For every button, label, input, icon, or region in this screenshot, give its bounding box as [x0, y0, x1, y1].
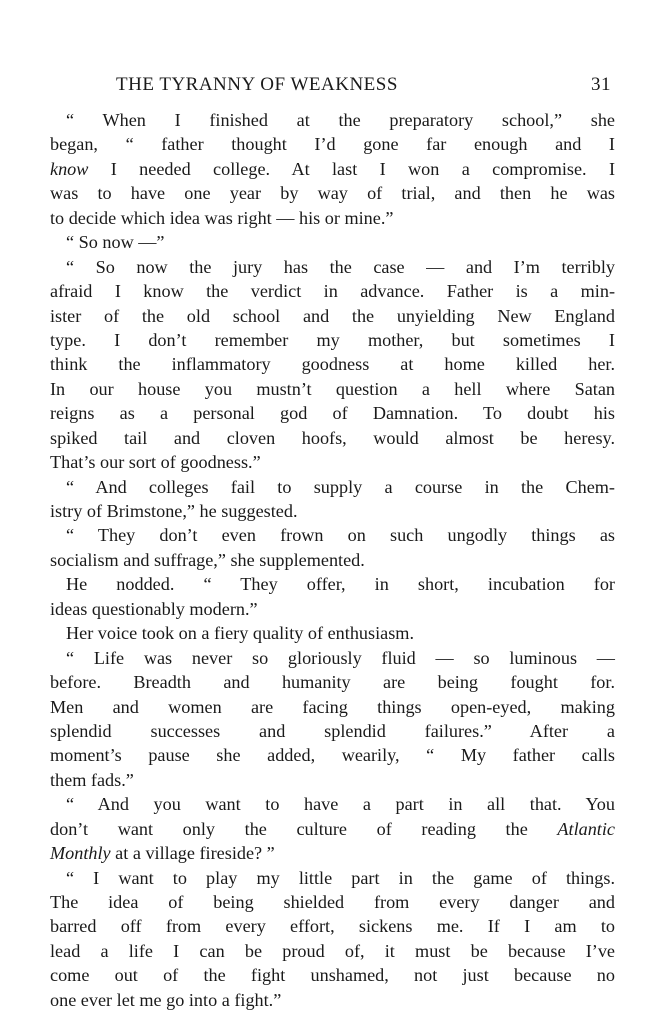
text-line: [50, 206, 615, 230]
text-line: [50, 914, 615, 938]
text-line: [50, 255, 615, 279]
line-text: was to have one year by way of trial, and then he was: [50, 183, 615, 204]
line-text: “ I want to play my little part in the game of things.: [66, 867, 615, 888]
text-line: [50, 304, 615, 328]
page-number: 31: [591, 74, 611, 95]
text-line: [50, 523, 615, 547]
text-line: [50, 181, 615, 205]
text-line: [50, 572, 615, 596]
line-text: In our house you mustn’t question a hell where Satan: [50, 378, 615, 399]
italic-title: know: [50, 158, 89, 179]
text-line: [50, 475, 615, 499]
line-text: “ When I finished at the preparatory school,” she: [66, 110, 615, 130]
line-text: barred off from every effort, sickens me. If I am to: [50, 916, 615, 937]
text-line: [50, 792, 615, 816]
line-text: began, “ father thought I’d gone far enough and I: [50, 134, 615, 155]
text-line: [50, 621, 615, 645]
text-line: [50, 670, 615, 694]
text-line: [50, 157, 615, 181]
line-text: don’t want only the culture of reading the: [50, 818, 558, 839]
text-line: [50, 768, 615, 792]
text-line: [50, 401, 615, 425]
line-text: “ And you want to have a part in all that. You: [66, 794, 615, 815]
body-text: [50, 108, 615, 1012]
text-line: [50, 132, 615, 156]
text-line: [50, 743, 615, 767]
running-head: [50, 70, 615, 100]
line-text: moment’s pause she added, wearily, “ My father calls: [50, 745, 615, 766]
line-text: ister of the old school and the unyielding New England: [50, 305, 615, 326]
line-text: He nodded. “ They offer, in short, incubation for: [66, 574, 615, 595]
text-line: [50, 108, 615, 132]
line-text: type. I don’t remember my mother, but sometimes I: [50, 329, 615, 350]
line-text: That’s our sort of goodness.”: [50, 452, 261, 473]
line-text: to decide which idea was right — his or mine.”: [50, 207, 394, 228]
line-text: come out of the fight unshamed, not just because no: [50, 965, 615, 986]
text-line: [50, 695, 615, 719]
line-text: spiked tail and cloven hoofs, would almost be heresy.: [50, 427, 615, 448]
text-line: [50, 499, 615, 523]
line-text: splendid successes and splendid failures.” After a: [50, 720, 615, 741]
line-text: “ They don’t even frown on such ungodly things as: [66, 525, 615, 546]
text-line: [50, 426, 615, 450]
text-line: [50, 866, 615, 890]
line-text: reigns as a personal god of Damnation. To doubt his: [50, 403, 615, 424]
line-text: ideas questionably modern.”: [50, 598, 258, 619]
line-text: at a village fireside? ”: [110, 843, 275, 864]
text-line: [50, 352, 615, 376]
line-text: before. Breadth and humanity are being fought for.: [50, 672, 615, 693]
italic-title: Atlantic: [557, 818, 615, 839]
text-line: [50, 817, 615, 841]
line-text: Men and women are facing things open-eyed, making: [50, 696, 615, 717]
line-text: istry of Brimstone,” he suggested.: [50, 501, 298, 521]
line-text: think the inflammatory goodness at home killed her.: [50, 354, 615, 375]
line-text: them fads.”: [50, 769, 134, 790]
text-line: [50, 230, 615, 254]
line-text: lead a life I can be proud of, it must be because I’ve: [50, 940, 615, 961]
text-line: [50, 646, 615, 670]
book-page: [50, 70, 615, 1012]
text-line: [50, 890, 615, 914]
line-text: “ Life was never so gloriously fluid — so luminous —: [66, 647, 615, 668]
line-text: socialism and suffrage,” she supplemented.: [50, 549, 365, 570]
line-text: The idea of being shielded from every danger and: [50, 892, 615, 912]
text-line: [50, 377, 615, 401]
text-line: [50, 279, 615, 303]
text-line: [50, 450, 615, 474]
line-text: “ And colleges fail to supply a course in the Chem-: [66, 476, 615, 497]
running-title: THE TYRANNY OF WEAKNESS: [116, 74, 398, 95]
italic-title: Monthly: [50, 843, 111, 864]
line-text: “ So now —”: [66, 232, 165, 253]
text-line: [50, 719, 615, 743]
text-line: [50, 963, 615, 987]
line-text: Her voice took on a fiery quality of enthusiasm.: [66, 623, 414, 644]
text-line: [50, 548, 615, 572]
line-text: “ So now the jury has the case — and I’m terribly: [66, 256, 615, 277]
line-text: one ever let me go into a fight.”: [50, 989, 282, 1010]
text-line: [50, 328, 615, 352]
text-line: [50, 841, 615, 865]
text-line: [50, 939, 615, 963]
line-text: I needed college. At last I won a compromise. I: [88, 158, 615, 179]
line-text: afraid I know the verdict in advance. Father is a min-: [50, 281, 615, 302]
text-line: [50, 597, 615, 621]
